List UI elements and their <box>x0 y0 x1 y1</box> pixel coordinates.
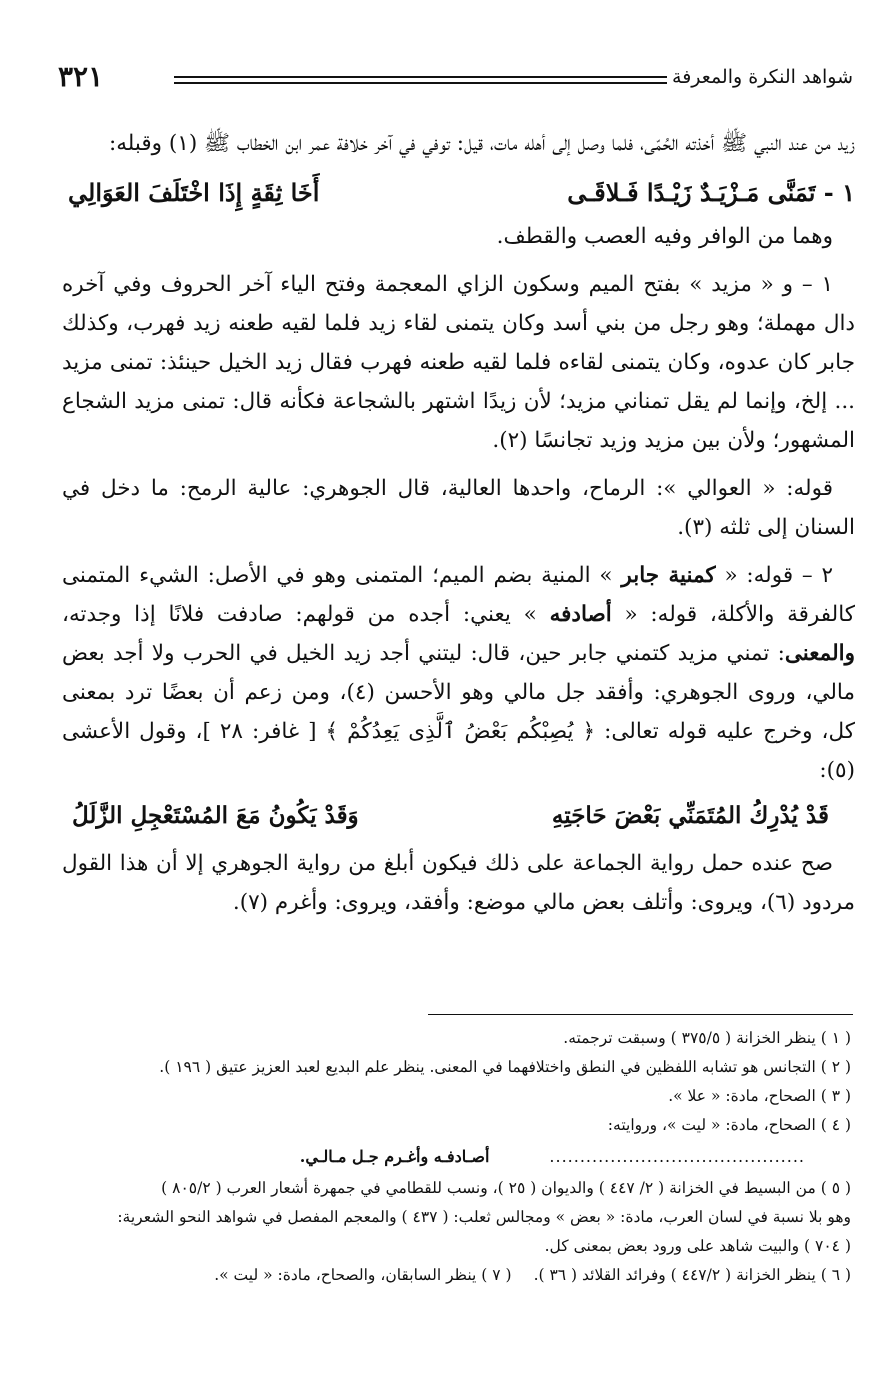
p5-part-d: » يعني: أجده من قولهم: صادفت فلانًا إذا وجدته، <box>62 602 550 627</box>
main-text <box>62 124 855 922</box>
p5-bold-al-mana: والمعنى <box>784 641 855 666</box>
p5-part-a: ٢ – قوله: « <box>715 563 834 588</box>
footnote-6-7-row <box>54 1261 851 1290</box>
paragraph-4: قوله: « العوالي »: الرماح، واحدها العالية، قال الجوهري: عالية الرمح: ما دخل في السنان إلى ثلثه (٣). <box>62 476 855 540</box>
paragraph-6: صح عنده حمل رواية الجماعة على ذلك فيكون أبلغ من رواية الجوهري إلا أن هذا القول مردود (٦)، ويروى: وأتلف بعض مالي موضع: وأفقد، ويروى: وأغرم (٧). <box>62 851 855 915</box>
verse-1 <box>62 169 855 217</box>
footnote-5-line-3: ( ٧٠٤ ) والبيت شاهد على ورود بعض بمعنى كل. <box>544 1237 851 1255</box>
verse-1-second-hemistich: أَخَا ثِقَةٍ إِذَا اخْتَلَفَ العَوَالِي <box>68 178 320 207</box>
footnote-4-verse <box>54 1140 851 1174</box>
footnote-separator <box>428 1014 853 1015</box>
footnote-5-line-2: وهو بلا نسبة في لسان العرب، مادة: « بعض » ومجالس ثعلب: ( ٤٣٧ ) والمعجم المفصل في شواهد النحو الشعرية: <box>117 1208 851 1226</box>
footnote-7: ( ٧ ) ينظر السابقان، والصحاح، مادة: « ليت ». <box>214 1266 512 1284</box>
footnote-2: ( ٢ ) التجانس هو تشابه اللفظين في النطق واختلافهما في المعنى. ينظر علم البديع لعبد العزيز عتيق ( ١٩٦ ). <box>159 1058 851 1076</box>
verse-2-second-hemistich: وَقَدْ يَكُونُ مَعَ المُسْتَعْجِلِ الزَّلَلُ <box>72 802 359 829</box>
footnotes <box>54 1024 851 1290</box>
verse-1-first-text: تَمَنَّى مَـزْيَـدٌ زَيْـدًا فَـلاقَـى <box>567 178 816 207</box>
footnote-4: ( ٤ ) الصحاح، مادة: « ليت »، وروايته: <box>607 1116 851 1134</box>
p5-bold-kamaniyyat-jabir: كمنية جابر <box>621 563 716 588</box>
running-header <box>58 62 853 96</box>
verse-2-first-hemistich: قَدْ يُدْرِكُ المُتَمَنِّي بَعْضَ حَاجَتِهِ <box>551 802 829 829</box>
verse-1-first-hemistich <box>567 169 855 217</box>
footnote-6: ( ٦ ) ينظر الخزانة ( ٤٤٧/٢ ) وفرائد القلائد ( ٣٦ ). <box>533 1266 851 1284</box>
footnote-3: ( ٣ ) الصحاح، مادة: « علا ». <box>668 1087 851 1105</box>
footnote-4-verse-text: أصـادفـه وأغـرم جـل مـالـي. <box>299 1147 490 1166</box>
paragraph-1: زيد من عند النبي ﷺ أخذته الحُمّى، فلما وصل إلى أهله مات، قيل: توفي في آخر خلافة عمر ابن الخطاب ﷺ (١) وقبله: <box>109 131 855 156</box>
footnote-1: ( ١ ) ينظر الخزانة ( ٣٧٥/٥ ) وسبقت ترجمته. <box>563 1029 851 1047</box>
p5-part-c: » المنية بضم الميم؛ المتمنى وهو في الأصل: الشيء المتمنى كالفرقة والأكلة، قوله: « <box>62 563 856 627</box>
verse-2 <box>62 792 855 840</box>
paragraph-5 <box>62 556 855 790</box>
footnote-4-verse-dots: .......................................... <box>549 1147 805 1166</box>
page-number: ٣٢١ <box>58 60 104 93</box>
paragraph-2: وهما من الوافر وفيه العصب والقطف. <box>496 224 833 249</box>
p5-bold-usadifuhu: أصادفه <box>549 602 612 627</box>
paragraph-3: ١ – و « مزيد » بفتح الميم وسكون الزاي المعجمة وفتح الياء آخر الحروف وفي آخره دال مهملة؛ وهو رجل من بني أسد وكان يتمنى لقاء زيد فلما لقيه طعنه زيد فهرب، وكذلك جابر كان عدوه، وكان يتمنى لقاءه فلما لقيه طعنه فهرب فقال زيد الخيل حينئذ: تمنى مزيد ... إلخ، وإنما لم يقل تمناني مزيد؛ لأن زيدًا اشتهر بالشجاعة فكأنه قال: تمنى مزيد الشجاع المشهور؛ ولأن بين مزيد وزيد تجانسًا (٢). <box>62 272 855 453</box>
p5-part-e: : تمني مزيد كتمني جابر حين، قال: ليتني أجد زيد الخيل في الحرب ولا أجد بعض مالي، وروى الجوهري: وأفقد جل مالي وهو الأحسن (٤)، ومن زعم أن بعضًا ترد بمعنى كل، وخرج عليه قوله تعالى: ﴿ يُصِبْكُم بَعْضُ ٱلَّذِى يَعِدُكُمْ ﴾ [ غافر: ٢٨ ]، وقول الأعشى (٥): <box>62 641 856 783</box>
header-title: شواهد النكرة والمعرفة <box>672 66 853 88</box>
verse-1-number: ١ - <box>823 178 855 207</box>
header-double-rule <box>174 76 667 84</box>
footnote-5-line-1: ( ٥ ) من البسيط في الخزانة ( ٢/ ٤٤٧ ) والديوان ( ٢٥ )، ونسب للقطامي في جمهرة أشعار العرب ( ٨٠٥/٢ ) <box>161 1179 851 1197</box>
